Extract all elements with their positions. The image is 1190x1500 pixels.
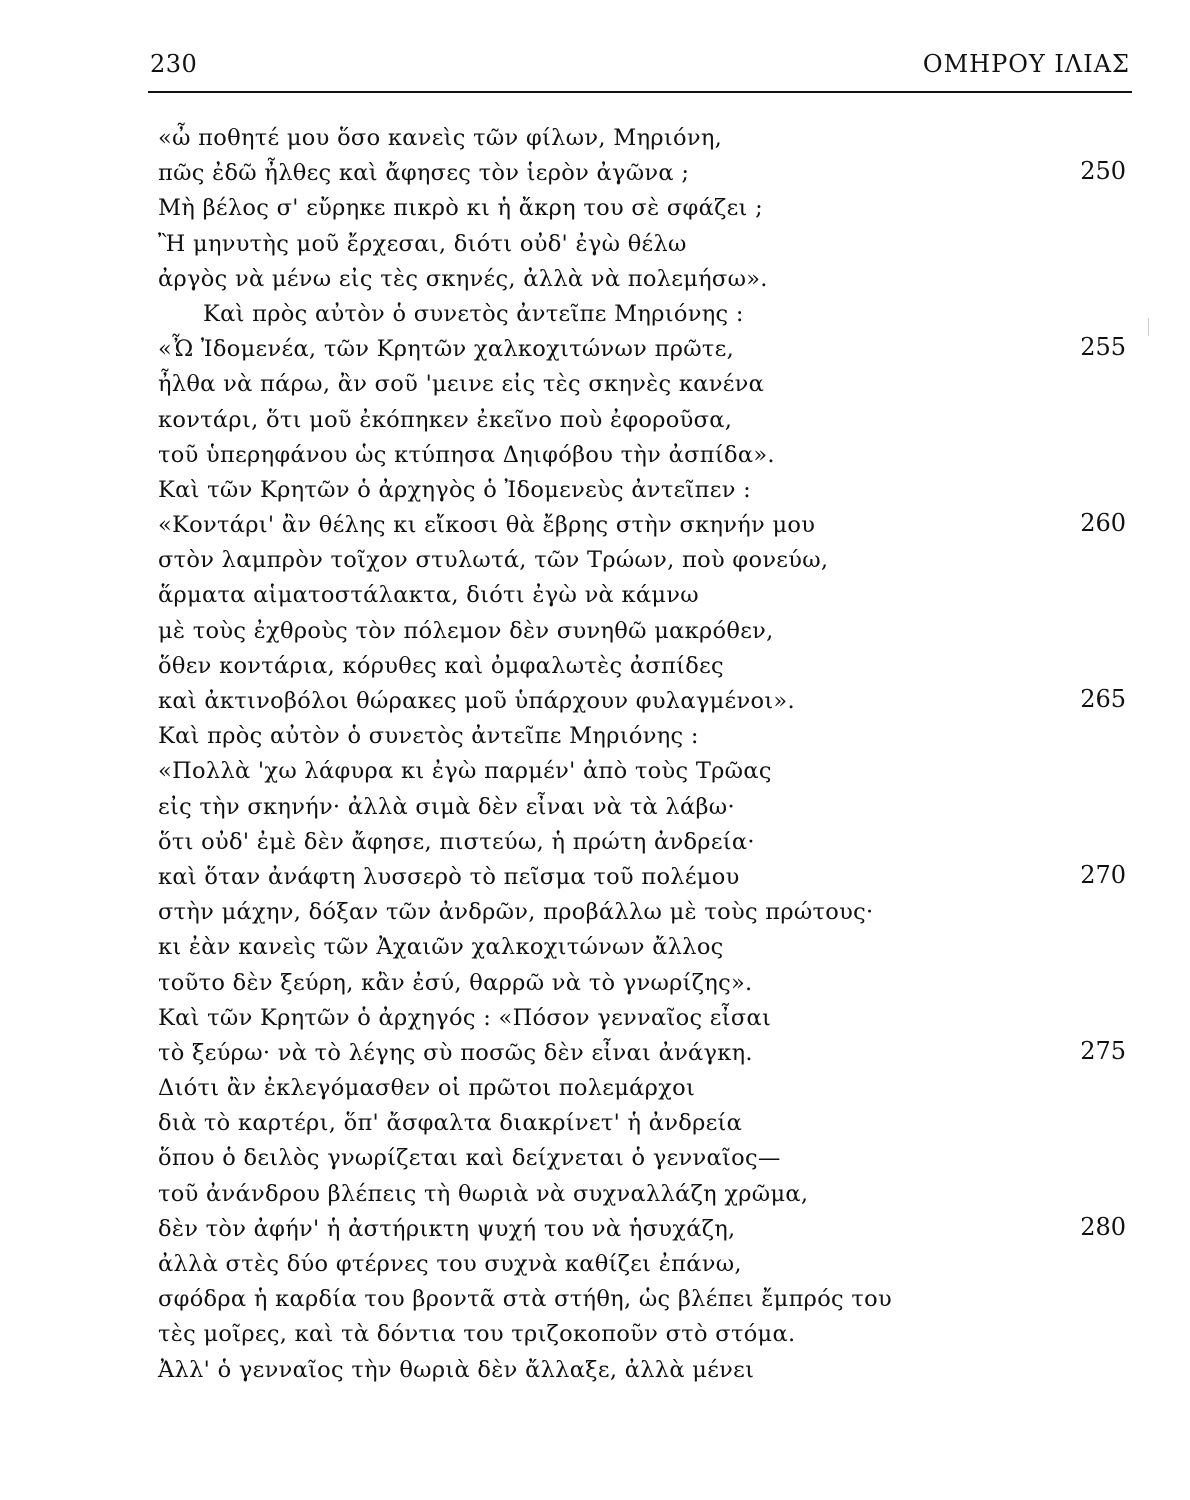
line-number: 280 — [1080, 1212, 1126, 1241]
verse-line — [0, 191, 1190, 226]
verse-text: Ἀλλ' ὁ γενναῖος τὴν θωριὰ δὲν ἄλλαξε, ἀλλὰ μένει — [158, 1356, 755, 1383]
verse-line — [0, 1177, 1190, 1212]
line-number: 260 — [1080, 509, 1126, 538]
verse-block — [0, 121, 1190, 1388]
verse-line — [0, 860, 1190, 895]
verse-line — [0, 121, 1190, 156]
verse-line — [0, 1106, 1190, 1141]
verse-line — [0, 1317, 1190, 1352]
verse-line — [0, 543, 1190, 578]
running-title: ΟΜΗΡΟΥ ΙΛΙΑΣ — [922, 50, 1130, 78]
page-header — [150, 44, 1130, 84]
verse-line — [0, 1247, 1190, 1282]
verse-text: στὴν μάχην, δόξαν τῶν ἀνδρῶν, προβάλλω μὲ τοὺς πρώτους· — [158, 899, 874, 926]
verse-text: πῶς ἐδῶ ἦλθες καὶ ἄφησες τὸν ἱερὸν ἀγῶνα ; — [158, 160, 690, 187]
verse-text: Καὶ πρὸς αὐτὸν ὁ συνετὸς ἀντεῖπε Μηριόνης : — [158, 723, 699, 750]
verse-text: Καὶ τῶν Κρητῶν ὁ ἀρχηγός : «Πόσον γενναῖος εἶσαι — [158, 1004, 772, 1031]
verse-text: ὅπου ὁ δειλὸς γνωρίζεται καὶ δείχνεται ὁ γενναῖος— — [158, 1145, 781, 1172]
line-number: 250 — [1080, 157, 1126, 186]
verse-line — [0, 262, 1190, 297]
verse-line — [0, 1036, 1190, 1071]
verse-text: σφόδρα ἡ καρδία του βροντᾶ στὰ στήθη, ὡς βλέπει ἔμπρός του — [158, 1286, 892, 1313]
verse-text: Καὶ τῶν Κρητῶν ὁ ἀρχηγὸς ὁ Ἰδομενεὺς ἀντεῖπεν : — [158, 476, 752, 503]
header-rule — [148, 91, 1132, 93]
verse-text: ἀργὸς νὰ μένω εἰς τὲς σκηνές, ἀλλὰ νὰ πολεμήσω». — [158, 265, 768, 292]
verse-text: «Κοντάρι' ἂν θέλης κι εἴκοσι θὰ ἔβρης στὴν σκηνήν μου — [158, 512, 816, 539]
verse-text: Καὶ πρὸς αὐτὸν ὁ συνετὸς ἀντεῖπε Μηριόνης : — [203, 300, 744, 327]
verse-line — [0, 649, 1190, 684]
line-number: 275 — [1080, 1036, 1126, 1065]
verse-text: Ἢ μηνυτὴς μοῦ ἔρχεσαι, διότι οὐδ' ἐγὼ θέλω — [158, 230, 687, 257]
verse-line — [0, 1353, 1190, 1388]
verse-line — [0, 1141, 1190, 1176]
verse-text: τοῦ ἀνάνδρου βλέπεις τὴ θωριὰ νὰ συχναλλάζη χρῶμα, — [158, 1180, 809, 1207]
verse-text: τοῦτο δὲν ξεύρη, κἂν ἐσύ, θαρρῶ νὰ τὸ γνωρίζης». — [158, 969, 753, 996]
verse-line — [0, 1212, 1190, 1247]
verse-line — [0, 473, 1190, 508]
verse-line — [0, 1282, 1190, 1317]
verse-text: τοῦ ὑπερηφάνου ὡς κτύπησα Δηιφόβου τὴν ἀσπίδα». — [158, 441, 775, 468]
verse-line — [0, 156, 1190, 191]
verse-line — [0, 895, 1190, 930]
verse-text: τὸ ξεύρω· νὰ τὸ λέγης σὺ ποσῶς δὲν εἶναι ἀνάγκη. — [158, 1039, 753, 1066]
verse-line — [0, 438, 1190, 473]
verse-line — [0, 1071, 1190, 1106]
verse-text: Διότι ἂν ἐκλεγόμασθεν οἱ πρῶτοι πολεμάρχοι — [158, 1075, 696, 1102]
verse-line — [0, 614, 1190, 649]
verse-text: εἰς τὴν σκηνήν· ἀλλὰ σιμὰ δὲν εἶναι νὰ τὰ λάβω· — [158, 793, 735, 820]
verse-line — [0, 966, 1190, 1001]
verse-line — [0, 508, 1190, 543]
verse-text: τὲς μοῖρες, καὶ τὰ δόντια του τριζοκοποῦν στὸ στόμα. — [158, 1321, 796, 1348]
verse-text: Μὴ βέλος σ' εὔρηκε πικρὸ κι ἡ ἄκρη του σὲ σφάζει ; — [158, 195, 764, 222]
verse-line — [0, 578, 1190, 613]
verse-line — [0, 684, 1190, 719]
verse-text: μὲ τοὺς ἐχθροὺς τὸν πόλεμον δὲν συνηθῶ μακρόθεν, — [158, 617, 774, 644]
verse-text: ἅρματα αἱματοστάλακτα, διότι ἐγὼ νὰ κάμνω — [158, 582, 699, 609]
verse-text: διὰ τὸ καρτέρι, ὅπ' ἄσφαλτα διακρίνετ' ἡ ἀνδρεία — [158, 1110, 743, 1137]
verse-text: κι ἐὰν κανεὶς τῶν Ἀχαιῶν χαλκοχιτώνων ἄλλος — [158, 934, 724, 961]
verse-text: ἀλλὰ στὲς δύο φτέρνες του συχνὰ καθίζει ἐπάνω, — [158, 1251, 742, 1277]
verse-text: καὶ ὅταν ἀνάφτη λυσσερὸ τὸ πεῖσμα τοῦ πολέμου — [158, 863, 740, 890]
line-number: 270 — [1080, 860, 1126, 889]
page-number: 230 — [150, 50, 198, 78]
verse-line — [0, 403, 1190, 438]
verse-line — [0, 719, 1190, 754]
verse-text: ἦλθα νὰ πάρω, ἂν σοῦ 'μεινε εἰς τὲς σκηνὲς κανένα — [158, 371, 765, 398]
verse-line — [0, 227, 1190, 262]
verse-text: «ὦ ποθητέ μου ὅσο κανεὶς τῶν φίλων, Μηριόνη, — [158, 125, 723, 151]
verse-line — [0, 297, 1190, 332]
line-number: 265 — [1080, 685, 1126, 713]
verse-text: κοντάρι, ὅτι μοῦ ἐκόπηκεν ἐκεῖνο ποὺ ἐφοροῦσα, — [158, 406, 733, 433]
verse-text: ὅθεν κοντάρια, κόρυθες καὶ ὀμφαλωτὲς ἀσπίδες — [158, 652, 724, 679]
verse-line — [0, 1001, 1190, 1036]
verse-text: «Πολλὰ 'χω λάφυρα κι ἐγὼ παρμέν' ἀπὸ τοὺς Τρῶας — [158, 758, 772, 785]
verse-line — [0, 367, 1190, 402]
verse-line — [0, 930, 1190, 965]
verse-text: στὸν λαμπρὸν τοῖχον στυλωτά, τῶν Τρώων, ποὺ φονεύω, — [158, 547, 829, 574]
verse-line — [0, 754, 1190, 789]
verse-line — [0, 825, 1190, 860]
verse-text: ὅτι οὐδ' ἐμὲ δὲν ἄφησε, πιστεύω, ἡ πρώτη ἀνδρεία· — [158, 828, 755, 855]
verse-line — [0, 790, 1190, 825]
verse-text: δὲν τὸν ἀφήν' ἡ ἀστήρικτη ψυχή του νὰ ἡσυχάζη, — [158, 1215, 736, 1242]
verse-text: καὶ ἀκτινοβόλοι θώρακες μοῦ ὑπάρχουν φυλαγμένοι». — [158, 688, 795, 714]
line-number: 255 — [1080, 333, 1126, 362]
verse-text: «Ὦ Ἰδομενέα, τῶν Κρητῶν χαλκοχιτώνων πρῶτε, — [158, 336, 735, 363]
verse-line — [0, 332, 1190, 367]
